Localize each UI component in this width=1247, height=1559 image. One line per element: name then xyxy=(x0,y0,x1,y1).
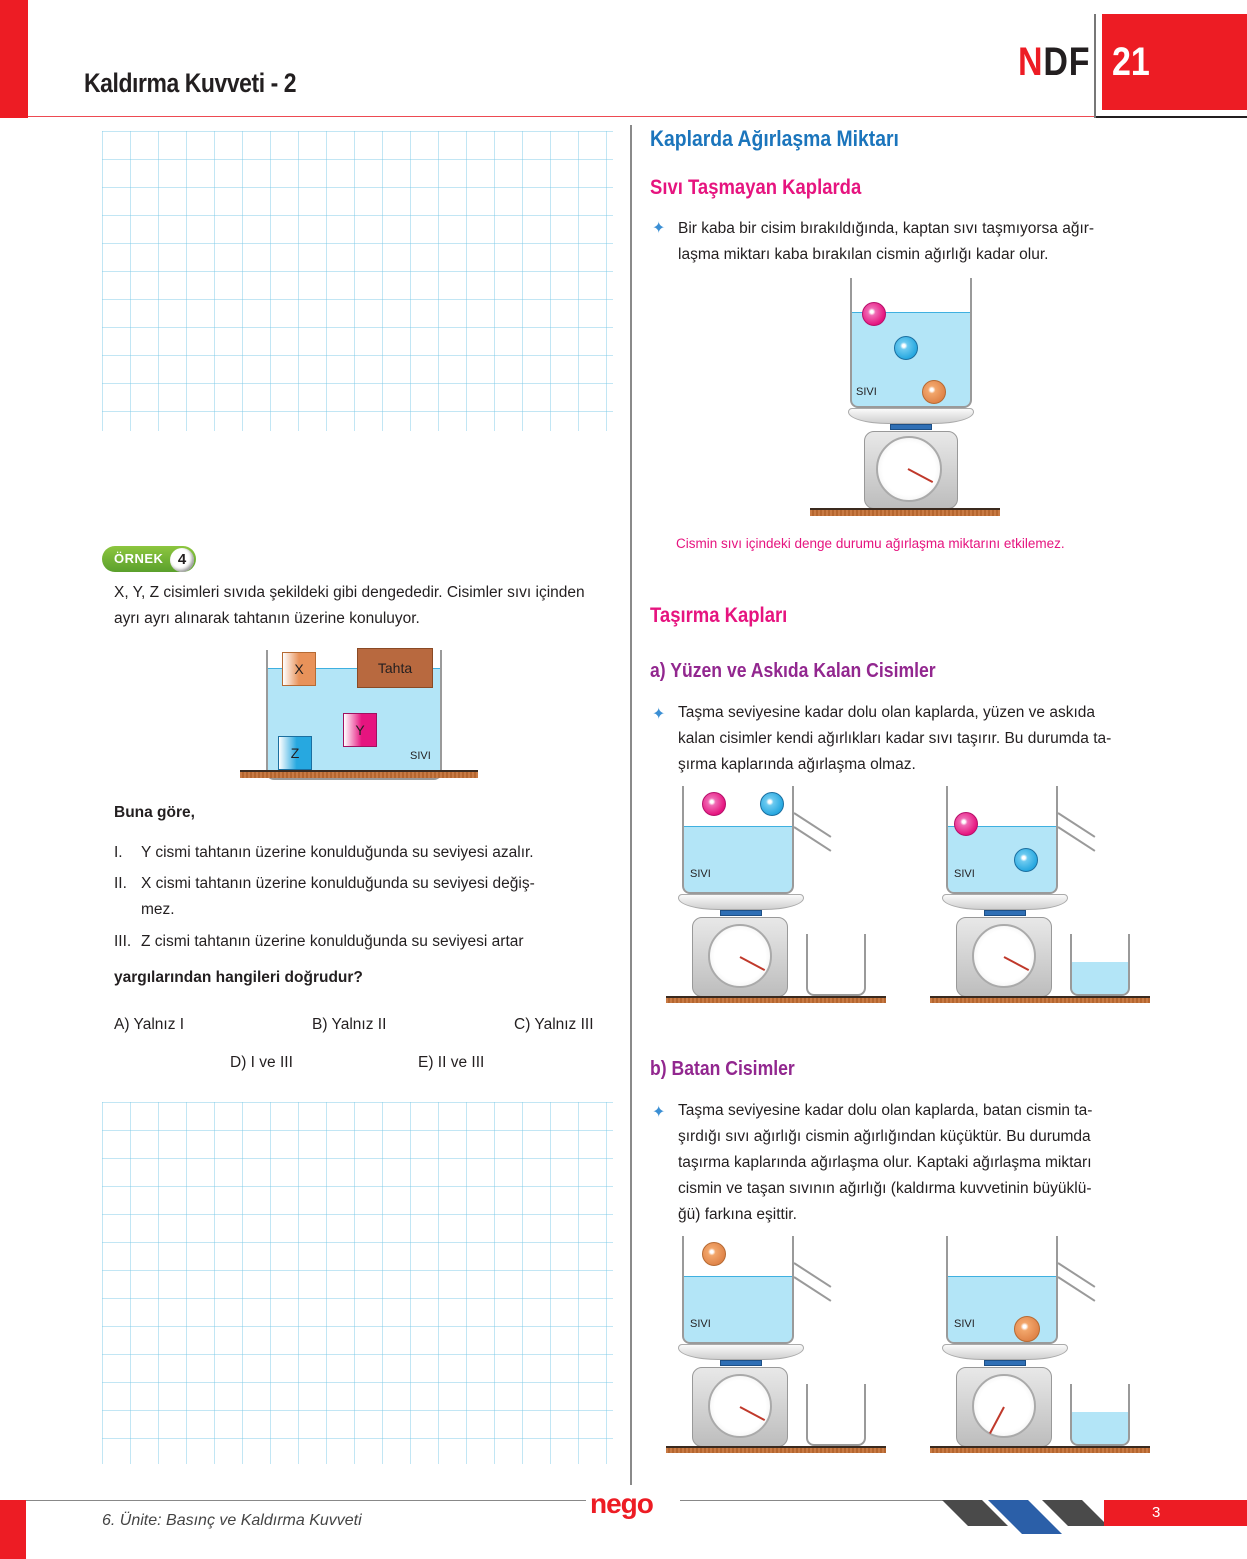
option-e[interactable]: E) II ve III xyxy=(418,1054,485,1071)
scale-tray xyxy=(678,1344,804,1360)
a-text-line2: kalan cisimler kendi ağırlıkları kadar sıvı taşırır. Bu durumda ta- xyxy=(678,730,1112,747)
floating-ball xyxy=(862,302,886,326)
scale-tray xyxy=(678,894,804,910)
spout xyxy=(1057,1262,1095,1288)
page-number: 3 xyxy=(1152,1504,1161,1521)
spout xyxy=(793,1262,831,1288)
catch-beaker xyxy=(1070,934,1130,996)
floating-pink-ball xyxy=(954,812,978,836)
publisher-logo: nego xyxy=(590,1488,653,1519)
statement-3: Z cismi tahtanın üzerine konulduğunda su seviyesi artar xyxy=(141,933,524,950)
liquid-label: SIVI xyxy=(410,750,431,762)
board-tahta: Tahta xyxy=(357,648,433,688)
chapter-number: 21 xyxy=(1112,40,1150,84)
figure-b-after xyxy=(930,1236,1150,1451)
spout xyxy=(793,812,831,838)
example-figure xyxy=(240,640,480,780)
scale-neck xyxy=(720,1360,762,1366)
sunken-ball xyxy=(922,380,946,404)
statement-2: X cismi tahtanın üzerine konulduğunda su seviyesi değiş- xyxy=(141,875,535,892)
note-grid-top xyxy=(102,131,613,431)
a-text-line3: şırma kaplarında ağırlaşma olmaz. xyxy=(678,756,916,773)
scale-neck xyxy=(720,910,762,916)
figure-a-after xyxy=(930,786,1150,1001)
brand-separator xyxy=(1094,14,1096,118)
header-divider xyxy=(28,116,1096,117)
catch-beaker xyxy=(806,1384,866,1446)
example-intro: X, Y, Z cisimleri sıvıda şekildeki gibi dengededir. Cisimler sıvı içinden ayrı ayrı alınarak tahtanın üzerine konuluyor. xyxy=(114,584,585,627)
pink-ball xyxy=(702,792,726,816)
block-x: X xyxy=(282,652,316,686)
column-divider xyxy=(630,125,632,1485)
figure-scale-no-overflow xyxy=(806,278,1006,518)
b-text-line3: taşırma kaplarında ağırlaşma olur. Kaptaki ağırlaşma miktarı xyxy=(678,1154,1092,1171)
b-text-line5: ğü) farkına eşittir. xyxy=(678,1206,797,1223)
floor xyxy=(930,1446,1150,1453)
spout xyxy=(793,1276,831,1302)
option-a[interactable]: A) Yalnız I xyxy=(114,1016,185,1033)
figure-b-before xyxy=(666,1236,886,1451)
bullet-text-line2: laşma miktarı kaba bırakılan cismin ağırlığı kadar olur. xyxy=(678,246,1049,263)
pink-note: Cismin sıvı içindeki denge durumu ağırlaşma miktarını etkilemez. xyxy=(676,536,1065,551)
liquid-label: SIVI xyxy=(954,868,975,880)
footer-accent-bar xyxy=(0,1500,26,1559)
subsection-a-title: a) Yüzen ve Askıda Kalan Cisimler xyxy=(650,660,936,682)
spout xyxy=(1057,826,1095,852)
b-text-line1: Taşma seviyesine kadar dolu olan kaplarda, batan cismin ta- xyxy=(678,1102,1093,1119)
catch-beaker xyxy=(1070,1384,1130,1446)
example-badge-label: ÖRNEK xyxy=(114,551,164,566)
blue-ball xyxy=(760,792,784,816)
brand-n: N xyxy=(1018,40,1044,84)
catch-beaker xyxy=(806,934,866,996)
footer-divider xyxy=(26,1500,586,1501)
suspended-ball xyxy=(894,336,918,360)
question-lead: Buna göre, xyxy=(114,804,195,821)
option-c[interactable]: C) Yalnız III xyxy=(514,1016,594,1033)
scale-tray xyxy=(942,894,1068,910)
liquid-label: SIVI xyxy=(690,1318,711,1330)
scale-tray xyxy=(942,1344,1068,1360)
orange-ball xyxy=(702,1242,726,1266)
floor xyxy=(810,508,1000,516)
footer-stripe-3 xyxy=(1042,1500,1108,1526)
sunken-orange-ball xyxy=(1014,1316,1040,1342)
liquid-label: SIVI xyxy=(856,386,877,398)
page-number-box xyxy=(1104,1500,1247,1526)
spout xyxy=(1057,1276,1095,1302)
block-y: Y xyxy=(343,713,377,747)
statement-2-cont: mez. xyxy=(141,901,175,918)
statement-2-num: II. xyxy=(114,875,127,892)
liquid-label: SIVI xyxy=(690,868,711,880)
suspended-blue-ball xyxy=(1014,848,1038,872)
scale-neck xyxy=(890,424,932,430)
subsection-b-title: b) Batan Cisimler xyxy=(650,1058,795,1080)
header-accent-bar xyxy=(0,0,28,118)
brand-logo xyxy=(1018,40,1090,85)
footer-divider-right xyxy=(680,1500,950,1501)
floor xyxy=(666,996,886,1003)
note-grid-bottom xyxy=(102,1102,613,1464)
bullet-text-line1: Bir kaba bir cisim bırakıldığında, kaptan sıvı taşmıyorsa ağır- xyxy=(678,220,1095,237)
option-d[interactable]: D) I ve III xyxy=(230,1054,293,1071)
a-text-line1: Taşma seviyesine kadar dolu olan kaplarda, yüzen ve askıda xyxy=(678,704,1096,721)
scale-neck xyxy=(984,910,1026,916)
sparkle-star-icon: ✦ xyxy=(652,706,666,723)
option-b[interactable]: B) Yalnız II xyxy=(312,1016,387,1033)
subsection-title-overflow: Taşırma Kapları xyxy=(650,604,788,627)
b-text-line2: şırdığı sıvı ağırlığı cismin ağırlığından küçüktür. Bu durumda xyxy=(678,1128,1091,1145)
spout xyxy=(793,826,831,852)
spout xyxy=(1057,812,1095,838)
sparkle-star-icon: ✦ xyxy=(652,220,666,237)
page-title: Kaldırma Kuvveti - 2 xyxy=(84,68,297,98)
scale-tray xyxy=(848,408,974,424)
unit-label: 6. Ünite: Basınç ve Kaldırma Kuvveti xyxy=(102,1512,362,1529)
floor xyxy=(666,1446,886,1453)
figure-floor xyxy=(240,770,478,778)
brand-df: DF xyxy=(1043,40,1091,84)
scale-neck xyxy=(984,1360,1026,1366)
block-z: Z xyxy=(278,736,312,770)
example-badge-number: 4 xyxy=(170,548,194,572)
floor xyxy=(930,996,1150,1003)
subsection-title-no-overflow: Sıvı Taşmayan Kaplarda xyxy=(650,176,862,199)
section-title: Kaplarda Ağırlaşma Miktarı xyxy=(650,126,899,151)
statement-1: Y cismi tahtanın üzerine konulduğunda su seviyesi azalır. xyxy=(141,844,534,861)
figure-a-before xyxy=(666,786,886,1001)
chapter-underline xyxy=(1096,116,1247,118)
statement-3-num: III. xyxy=(114,933,132,950)
question-text: yargılarından hangileri doğrudur? xyxy=(114,969,363,986)
liquid-label: SIVI xyxy=(954,1318,975,1330)
statement-1-num: I. xyxy=(114,844,123,861)
b-text-line4: cismin ve taşan sıvının ağırlığı (kaldırma kuvvetinin büyüklü- xyxy=(678,1180,1092,1197)
sparkle-star-icon: ✦ xyxy=(652,1104,666,1121)
scale-dial xyxy=(972,1374,1036,1438)
